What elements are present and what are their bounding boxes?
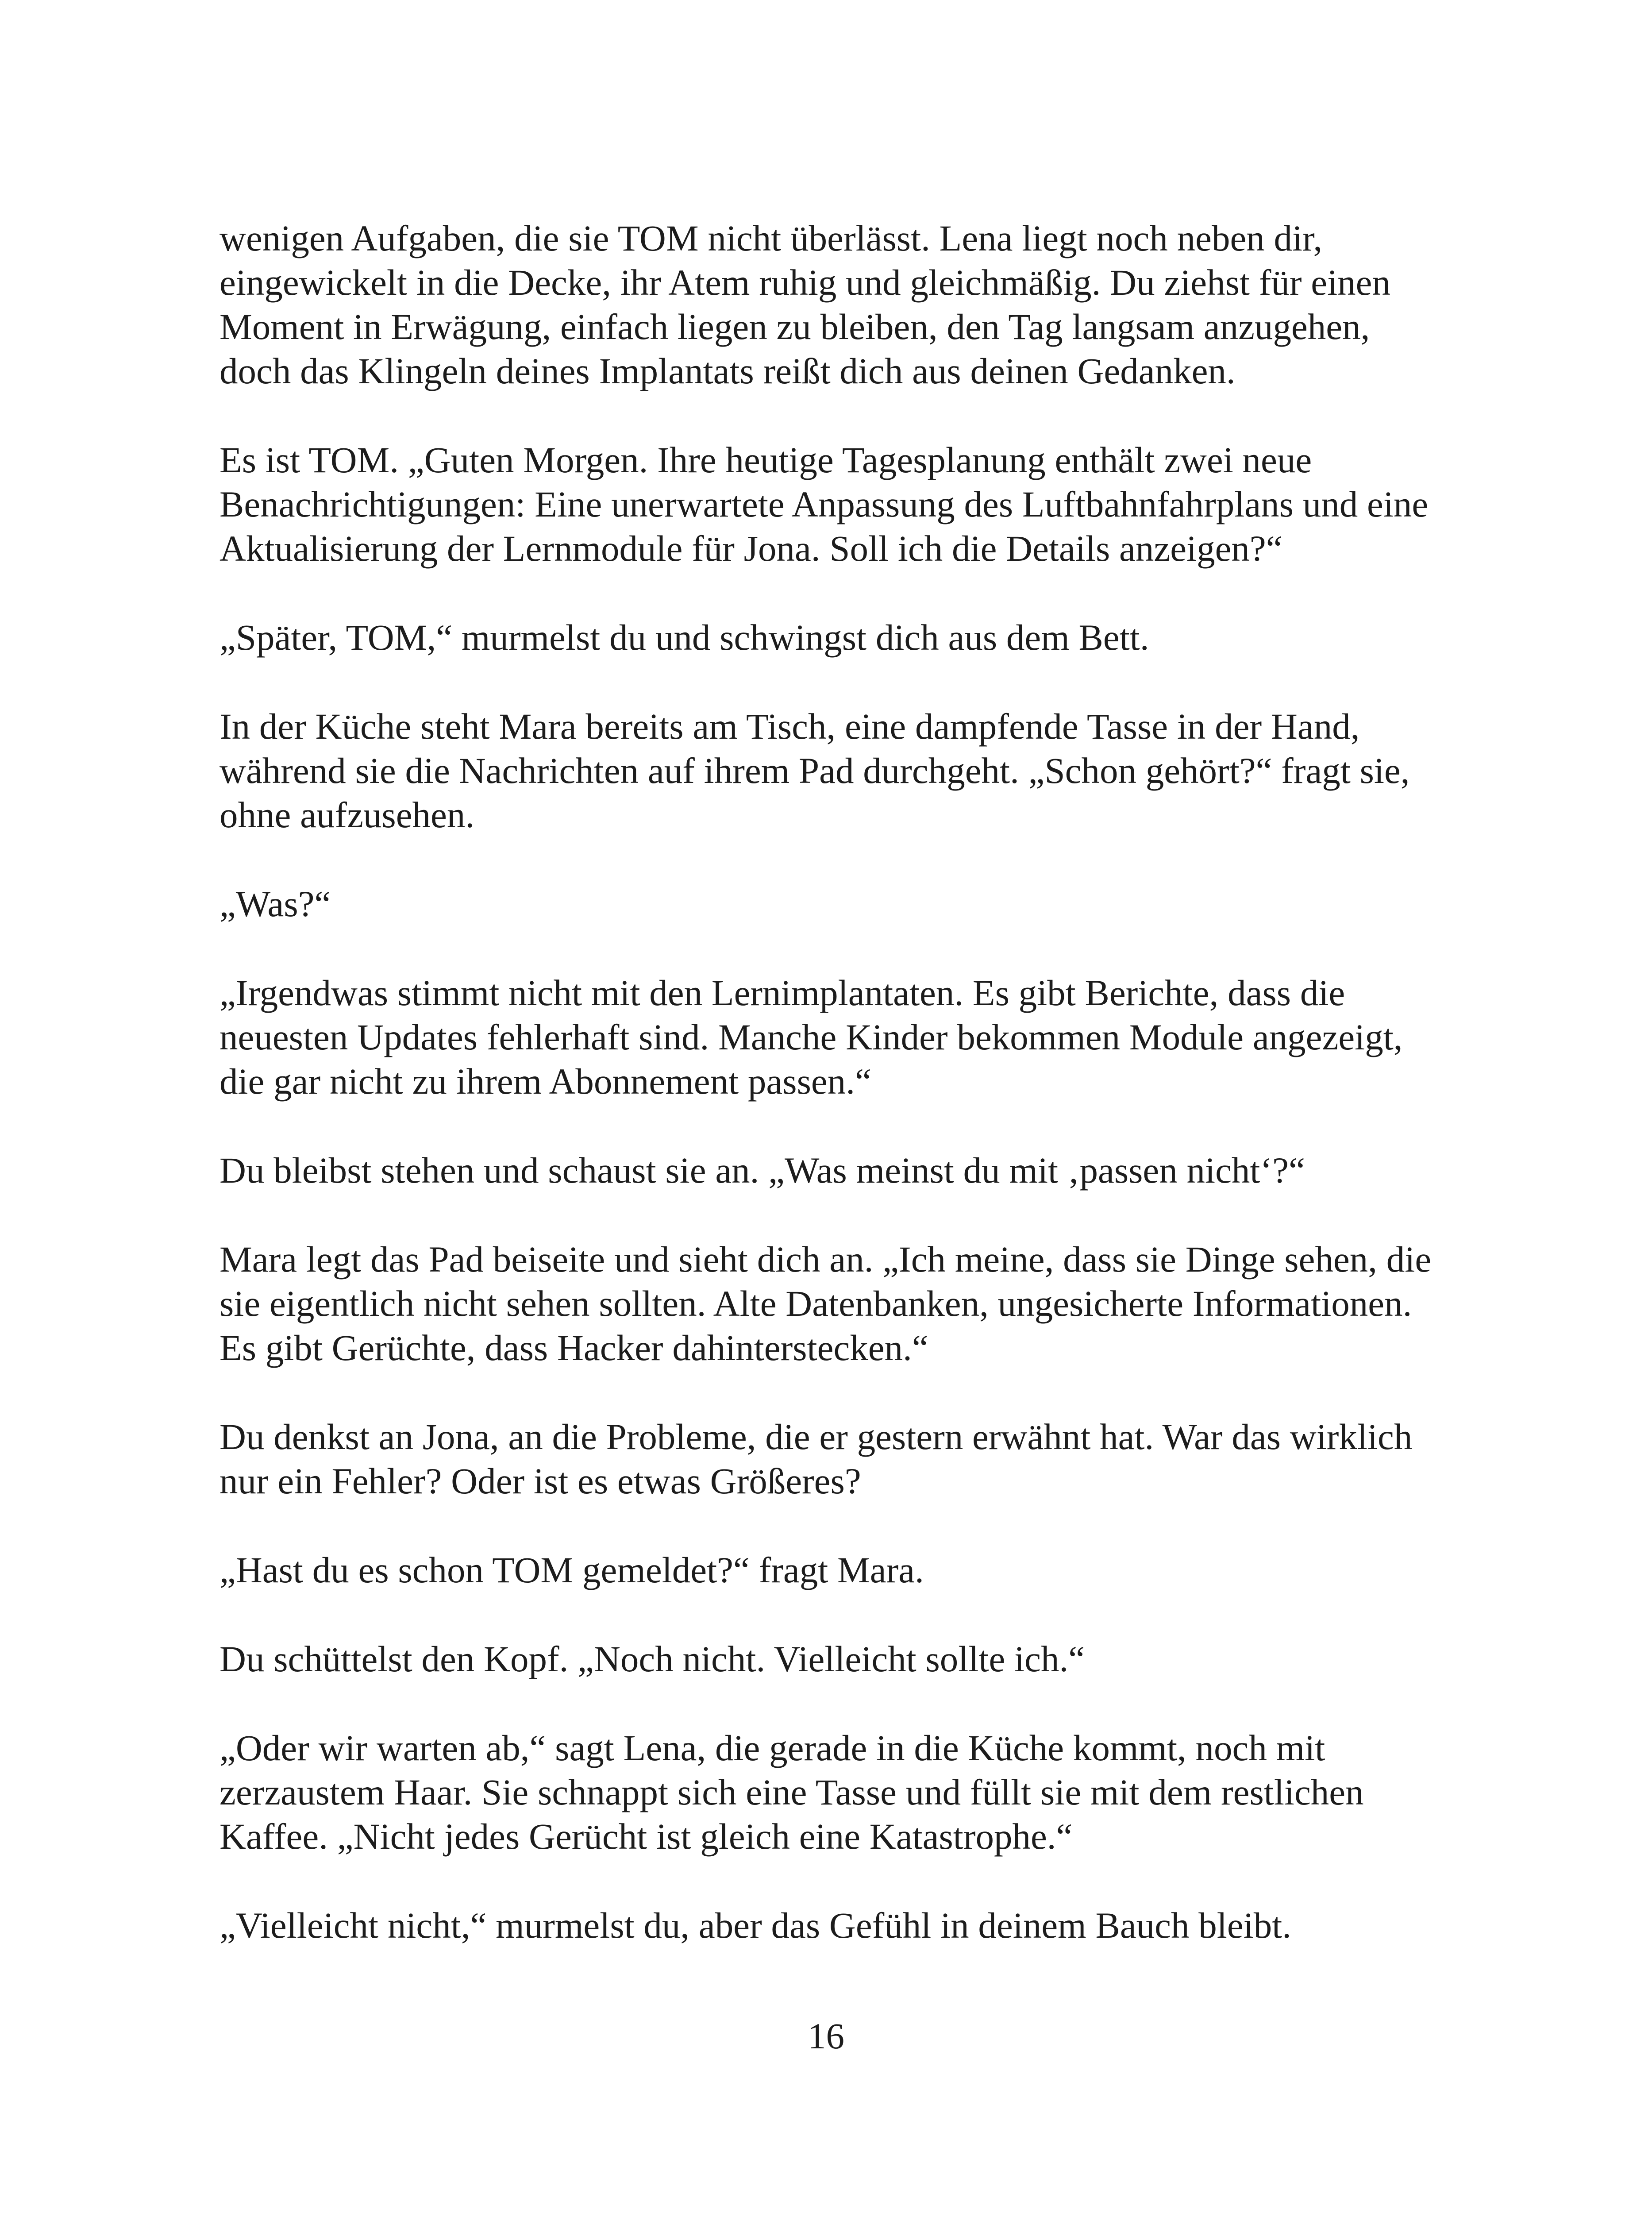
- paragraph: Mara legt das Pad beiseite und sieht dich an. „Ich meine, dass sie Dinge sehen, die sie eigentlich nicht sehen sollten. Alte Datenbanken, ungesicherte Informationen. Es gibt Gerüchte, dass Hacker dahinterstecken.“: [219, 1239, 1432, 1368]
- paragraph: Es ist TOM. „Guten Morgen. Ihre heutige Tagesplanung enthält zwei neue Benachrichtigungen: Eine unerwartete Anpassung des Luftbahnfahrplans und eine Aktualisierung der Lernmodule für Jona. Soll ich die Details anzeigen?“: [219, 440, 1429, 569]
- body-text: [219, 216, 1445, 1947]
- paragraph: Du denkst an Jona, an die Probleme, die er gestern erwähnt hat. War das wirklich nur ein Fehler? Oder ist es etwas Größeres?: [219, 1416, 1413, 1501]
- paragraph: Du schüttelst den Kopf. „Noch nicht. Vielleicht sollte ich.“: [219, 1639, 1085, 1679]
- paragraph: wenigen Aufgaben, die sie TOM nicht überlässt. Lena liegt noch neben dir, eingewickelt in die Decke, ihr Atem ruhig und gleichmäßig. Du ziehst für einen Moment in Erwägung, einfach liegen zu bleiben, den Tag langsam anzugehen, doch das Klingeln deines Implantats reißt dich aus deinen Gedanken.: [219, 218, 1390, 391]
- paragraph: „Oder wir warten ab,“ sagt Lena, die gerade in die Küche kommt, noch mit zerzaustem Haar. Sie schnappt sich eine Tasse und füllt sie mit dem restlichen Kaffee. „Nicht jedes Gerücht ist gleich eine Katastrophe.“: [219, 1727, 1364, 1857]
- page-number: 16: [808, 2016, 844, 2056]
- paragraph: „Irgendwas stimmt nicht mit den Lernimplantaten. Es gibt Berichte, dass die neuesten Updates fehlerhaft sind. Manche Kinder bekommen Module angezeigt, die gar nicht zu ihrem Abonnement passen.“: [219, 972, 1403, 1102]
- paragraph: „Hast du es schon TOM gemeldet?“ fragt Mara.: [219, 1550, 924, 1590]
- paragraph: „Später, TOM,“ murmelst du und schwingst dich aus dem Bett.: [219, 617, 1149, 658]
- paragraph: Du bleibst stehen und schaust sie an. „Was meinst du mit ‚passen nicht‘?“: [219, 1150, 1305, 1191]
- paragraph: In der Küche steht Mara bereits am Tisch, eine dampfende Tasse in der Hand, während sie die Nachrichten auf ihrem Pad durchgeht. „Schon gehört?“ fragt sie, ohne aufzusehen.: [219, 706, 1410, 835]
- paragraph: „Was?“: [219, 883, 331, 924]
- paragraph: „Vielleicht nicht,“ murmelst du, aber das Gefühl in deinem Bauch bleibt.: [219, 1905, 1292, 1946]
